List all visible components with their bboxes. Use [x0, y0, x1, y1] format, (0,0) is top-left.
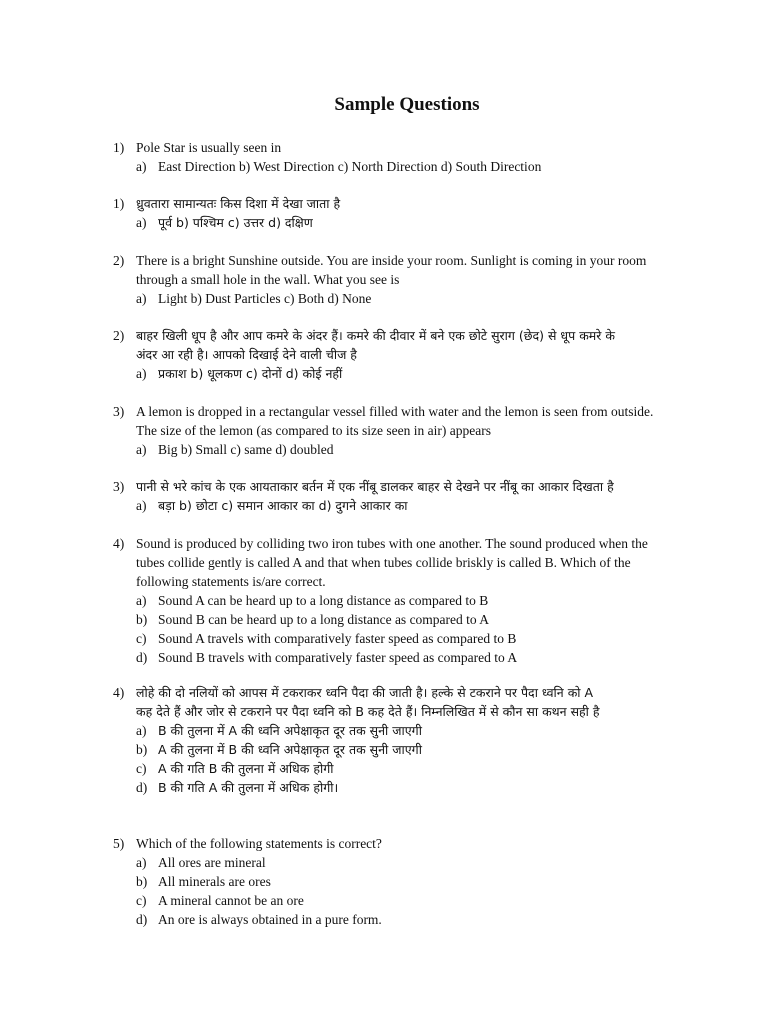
- option: [136, 778, 673, 797]
- option: [136, 440, 673, 459]
- option-label: a): [136, 442, 147, 457]
- option-text: Sound A can be heard up to a long distance as compared to B: [158, 593, 489, 608]
- question-line: लोहे की दो नलियों को आपस में टकराकर ध्वनि पैदा की जाती है। हल्के से टकराने पर पैदा ध्वनि को A: [136, 685, 594, 700]
- options-list: [136, 289, 673, 308]
- option-text: All ores are mineral: [158, 855, 266, 870]
- page-title: Sample Questions: [334, 94, 480, 115]
- option-text: B की गति A की तुलना में अधिक होगी।: [158, 780, 339, 795]
- option: [136, 853, 673, 872]
- option: [136, 721, 673, 740]
- question-number: 4): [113, 536, 125, 551]
- option-label: a): [136, 723, 147, 738]
- option-text: Big b) Small c) same d) doubled: [158, 442, 334, 457]
- option: [136, 157, 673, 176]
- question-5-en: [113, 834, 673, 929]
- option-label: b): [136, 612, 148, 627]
- question-3-en: [113, 402, 673, 459]
- option: [136, 759, 673, 778]
- question-stem: [113, 194, 673, 213]
- question-2-hi: [113, 326, 673, 383]
- question-stem: [113, 834, 673, 853]
- option: [136, 740, 673, 759]
- question-stem: [113, 251, 673, 289]
- question-line: following statements is/are correct.: [136, 574, 326, 589]
- question-number: 2): [113, 328, 125, 343]
- option-text: बड़ा b) छोटा c) समान आकार का d) दुगने आकार का: [158, 498, 408, 513]
- question-line: A lemon is dropped in a rectangular vessel filled with water and the lemon is seen from outside.: [136, 404, 654, 419]
- question-line: ध्रुवतारा सामान्यतः किस दिशा में देखा जाता है: [136, 196, 341, 211]
- option-text: All minerals are ores: [158, 874, 271, 889]
- question-line: tubes collide gently is called A and that when tubes collide briskly is called B. Which of the: [136, 555, 631, 570]
- question-line: पानी से भरे कांच के एक आयताकार बर्तन में एक नींबू डालकर बाहर से देखने पर नींबू का आकार दिखता है: [136, 479, 614, 494]
- option-label: a): [136, 366, 147, 381]
- option-label: d): [136, 780, 148, 795]
- options-list: [136, 157, 673, 176]
- question-4-en: [113, 534, 673, 667]
- question-line: through a small hole in the wall. What you see is: [136, 272, 400, 287]
- option-label: a): [136, 855, 147, 870]
- option: [136, 213, 673, 232]
- question-line: There is a bright Sunshine outside. You are inside your room. Sunlight is coming in your room: [136, 253, 647, 268]
- option-text: A की तुलना में B की ध्वनि अपेक्षाकृत दूर तक सुनी जाएगी: [158, 742, 422, 757]
- option-text: Light b) Dust Particles c) Both d) None: [158, 291, 372, 306]
- options-list: [136, 591, 673, 667]
- option-text: A mineral cannot be an ore: [158, 893, 304, 908]
- option-text: B की तुलना में A की ध्वनि अपेक्षाकृत दूर तक सुनी जाएगी: [158, 723, 422, 738]
- option-text: East Direction b) West Direction c) North Direction d) South Direction: [158, 159, 542, 174]
- question-1-en: [113, 138, 673, 176]
- option-text: A की गति B की तुलना में अधिक होगी: [158, 761, 334, 776]
- question-stem: [113, 138, 673, 157]
- option-label: a): [136, 498, 147, 513]
- question-number: 3): [113, 479, 125, 494]
- question-stem: [113, 326, 673, 364]
- option: [136, 289, 673, 308]
- question-2-en: [113, 251, 673, 308]
- question-number: 2): [113, 253, 125, 268]
- options-list: [136, 213, 673, 232]
- option-label: a): [136, 215, 147, 230]
- question-number: 5): [113, 836, 125, 851]
- question-line: The size of the lemon (as compared to its size seen in air) appears: [136, 423, 491, 438]
- question-stem: [113, 534, 673, 591]
- question-line: बाहर खिली धूप है और आप कमरे के अंदर हैं। कमरे की दीवार में बने एक छोटे सुराग (छेद) से धूप कमरे के: [136, 328, 615, 343]
- option: [136, 364, 673, 383]
- question-4-hi: [113, 683, 673, 797]
- question-stem: [113, 683, 673, 721]
- option-label: b): [136, 874, 148, 889]
- option: [136, 629, 673, 648]
- question-line: Sound is produced by colliding two iron tubes with one another. The sound produced when the: [136, 536, 648, 551]
- options-list: [136, 721, 673, 797]
- option-label: c): [136, 631, 147, 646]
- option-label: a): [136, 159, 147, 174]
- option-text: Sound B can be heard up to a long distance as compared to A: [158, 612, 490, 627]
- question-3-hi: [113, 477, 673, 515]
- option: [136, 610, 673, 629]
- option-label: a): [136, 291, 147, 306]
- option: [136, 891, 673, 910]
- option: [136, 648, 673, 667]
- options-list: [136, 364, 673, 383]
- option: [136, 910, 673, 929]
- question-line: Pole Star is usually seen in: [136, 140, 282, 155]
- question-number: 4): [113, 685, 125, 700]
- question-line: अंदर आ रही है। आपको दिखाई देने वाली चीज है: [136, 347, 357, 362]
- option-label: a): [136, 593, 147, 608]
- question-number: 1): [113, 196, 125, 211]
- options-list: [136, 496, 673, 515]
- options-list: [136, 853, 673, 929]
- question-number: 1): [113, 140, 125, 155]
- option-text: Sound B travels with comparatively faster speed as compared to A: [158, 650, 518, 665]
- question-1-hi: [113, 194, 673, 232]
- option-label: c): [136, 893, 147, 908]
- question-stem: [113, 402, 673, 440]
- option-text: An ore is always obtained in a pure form.: [158, 912, 382, 927]
- options-list: [136, 440, 673, 459]
- question-number: 3): [113, 404, 125, 419]
- question-line: कह देते हैं और जोर से टकराने पर पैदा ध्वनि को B कह देते हैं। निम्नलिखित में से कौन सा कथन सही है: [136, 704, 600, 719]
- option-label: b): [136, 742, 148, 757]
- option-text: Sound A travels with comparatively faster speed as compared to B: [158, 631, 517, 646]
- question-line: Which of the following statements is correct?: [136, 836, 382, 851]
- option: [136, 872, 673, 891]
- question-stem: [113, 477, 673, 496]
- option: [136, 496, 673, 515]
- option-label: d): [136, 912, 148, 927]
- option: [136, 591, 673, 610]
- option-label: c): [136, 761, 147, 776]
- option-text: प्रकाश b) धूलकण c) दोनों d) कोई नहीं: [158, 366, 343, 381]
- option-label: d): [136, 650, 148, 665]
- option-text: पूर्व b) पश्चिम c) उत्तर d) दक्षिण: [158, 215, 313, 230]
